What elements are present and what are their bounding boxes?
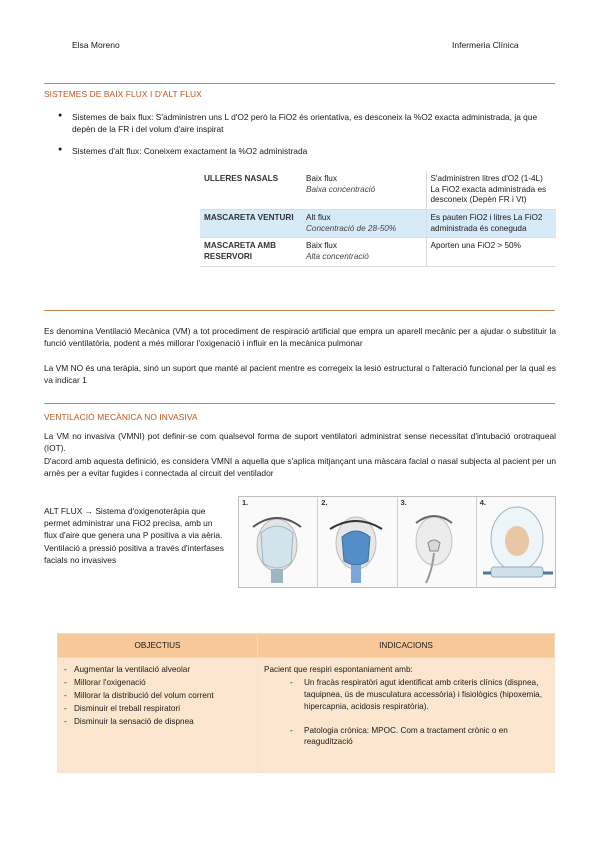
- mask-3-icon: [398, 497, 470, 587]
- indicacions-intro: Pacient que respiri espontaniament amb:: [264, 665, 413, 674]
- concentration: Baixa concentració: [306, 184, 376, 194]
- helmet-icon: [477, 497, 555, 587]
- bullet-high-flow: ● Sistemes d'alt flux: Coneixem exactament la %O2 administrada: [58, 145, 553, 157]
- photo-label: 4.: [479, 498, 487, 507]
- photo-helmet: [477, 497, 555, 587]
- flux-bullets: [58, 111, 553, 168]
- note-cell: Es pauten FiO2 i litres La FiO2 administrada és coneguda: [426, 209, 556, 237]
- list-item: - Disminuir la sensació de dispnea: [64, 716, 251, 728]
- header-objectius: OBJECTIUS: [58, 634, 258, 658]
- header-indicacions: INDICACIONS: [258, 634, 555, 658]
- divider: [44, 403, 555, 404]
- list-item: - Augmentar la ventilació alveolar: [64, 664, 251, 676]
- section-title-flux: SISTEMES DE BAIX FLUX I D'ALT FLUX: [44, 89, 202, 99]
- section-title-vmni: VENTILACIÓ MECÀNICA NO INVASIVA: [44, 412, 198, 422]
- objectives-indications-table: [57, 633, 555, 773]
- vm-definition: Es denomina Ventilació Mecànica (VM) a tot procediment de respiració artificial que empra un aparell mecànic per a ajudar o substituir la funció ventilatòria, podent a més millorar l'oxigenació i influir en la mecànica pulmonar: [44, 326, 556, 349]
- flux-row-nasal: [200, 171, 556, 209]
- flux-row-venturi: [200, 209, 556, 237]
- photo-blue-mask: [318, 497, 397, 587]
- list-item: - Un fracàs respiratòri agut identificat amb criteris clínics (dispnea, taquipnea, ús de musculatura accessòria) i fisiològics (hipoxemia, hipercapnia, acidosis respiratòria).: [290, 677, 548, 713]
- flow-cell: [302, 171, 426, 209]
- divider: [44, 310, 555, 311]
- vm-note: La VM NO és una teràpia, sinó un suport que manté al pacient mentre es corregeix la lesió estructural o l'alteració funcional per la qual es va indicar 1: [44, 363, 556, 386]
- note-cell: S'administren litres d'O2 (1-4L) La FiO2 exacta administrada es desconeix (Depèn FR i Vt): [426, 171, 556, 209]
- divider: [44, 83, 555, 84]
- mask-2-icon: [318, 497, 390, 587]
- mask-photos: [238, 496, 556, 588]
- indicacions-cell: [258, 658, 555, 773]
- objectius-list: [64, 664, 251, 727]
- device-cell: ULLERES NASALS: [200, 171, 302, 209]
- device-cell: MASCARETA AMB RESERVORI: [200, 238, 302, 266]
- device-cell: MASCARETA VENTURI: [200, 209, 302, 237]
- photo-full-face-mask: [239, 497, 318, 587]
- flux-table: [200, 171, 556, 267]
- flux-row-reservoir: [200, 238, 556, 266]
- vmni-definition: La VM no invasiva (VMNI) pot definir-se com qualsevol forma de suport ventilatori administrat sense necessitat d'intubació orotraqueal (IOT).: [44, 431, 556, 454]
- list-item: - Millorar l'oxigenació: [64, 677, 251, 689]
- flow-cell: [302, 238, 426, 266]
- mask-1-icon: [239, 497, 311, 587]
- flow-type: Alt flux: [306, 212, 331, 222]
- concentration: Concentració de 28-50%: [306, 223, 397, 233]
- photo-nasal-mask: [398, 497, 477, 587]
- objectius-cell: [58, 658, 258, 773]
- photo-label: 1.: [242, 498, 249, 507]
- vmni-description: D'acord amb aquesta definició, es considera VMNI a aquella que s'aplica mitjançant una màscara facial o nasal subjecta al pacient per un arnès per a evitar fugides i connectada al circuit del ventilador: [44, 456, 556, 479]
- header-author: Elsa Moreno: [72, 40, 120, 50]
- bullet-low-flow: ● Sistemes de baix flux: S'administren uns L d'O2 però la FiO2 és orientativa, es desconeix la %O2 exacta administrada, ja que depèn de la FR i del volum d'aire inspirat: [58, 111, 553, 135]
- flow-type: Baix flux: [306, 241, 337, 251]
- list-item: - Disminuir el treball respiratori: [64, 703, 251, 715]
- photo-label: 2.: [321, 498, 328, 507]
- flow-type: Baix flux: [306, 174, 337, 183]
- header-subject: Infermeria Clínica: [452, 40, 519, 50]
- concentration: Alta concentració: [306, 251, 369, 261]
- flow-cell: [302, 209, 426, 237]
- photo-label: 3.: [400, 498, 407, 507]
- list-item: - Millorar la distribució del volum corrent: [64, 690, 251, 702]
- alt-flux-text: ALT FLUX → Sistema d'oxigenoteràpia que permet administrar una FiO2 precisa, amb un flux d'aire que genera una P positiva a via aèria. Ventilació a pressió positiva a través d'interfases facials no invasives: [44, 506, 224, 565]
- note-cell: Aporten una FiO2 > 50%: [426, 238, 556, 266]
- list-item: - Patologia crònica: MPOC. Com a tractament crònic o en reagudització: [290, 725, 548, 749]
- indicacions-list: [290, 677, 548, 748]
